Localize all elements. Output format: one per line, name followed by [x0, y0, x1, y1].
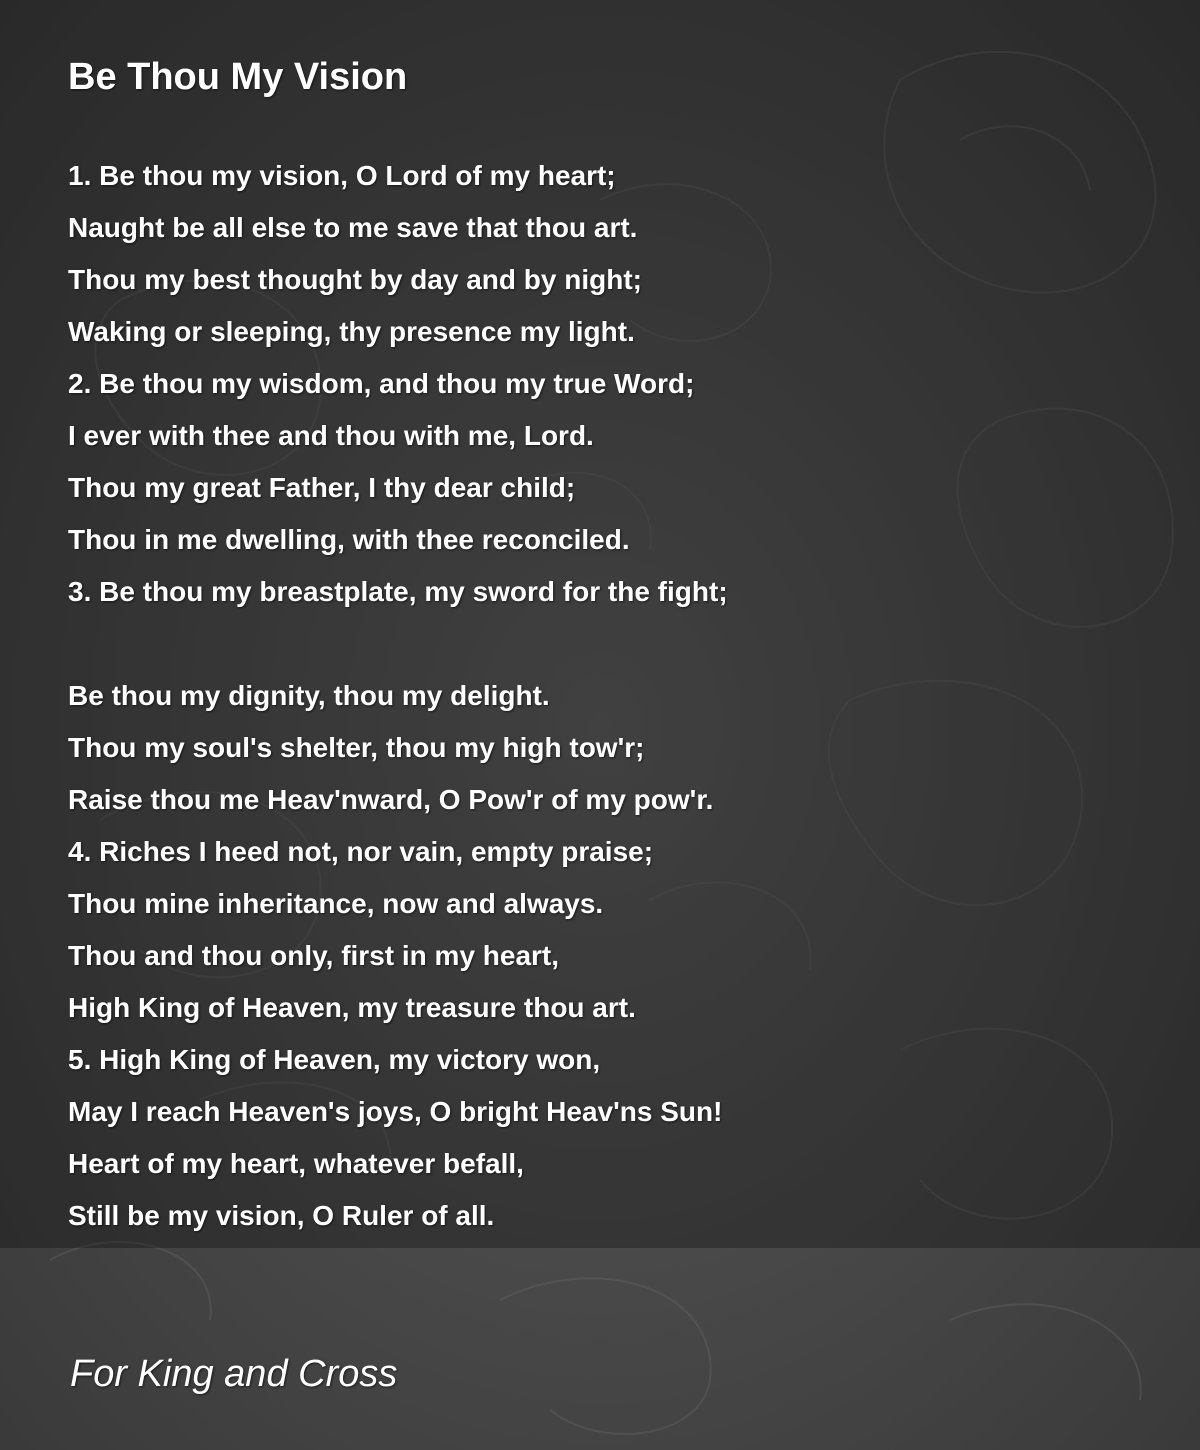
- poem-line: May I reach Heaven's joys, O bright Heav'ns Sun!: [68, 1096, 723, 1127]
- poem-line: Thou my soul's shelter, thou my high tow'r;: [68, 732, 645, 763]
- poem-line: 1. Be thou my vision, O Lord of my heart;: [68, 160, 616, 191]
- stanza-2: [68, 670, 722, 1242]
- poem-line: 3. Be thou my breastplate, my sword for the fight;: [68, 576, 728, 607]
- poem-line: Be thou my dignity, thou my delight.: [68, 680, 550, 711]
- poem-line: 4. Riches I heed not, nor vain, empty praise;: [68, 836, 654, 867]
- poem-line: Raise thou me Heav'nward, O Pow'r of my pow'r.: [68, 784, 714, 815]
- poem-line: Thou my great Father, I thy dear child;: [68, 472, 576, 503]
- poem-line: 5. High King of Heaven, my victory won,: [68, 1044, 601, 1075]
- poem-line: High King of Heaven, my treasure thou art.: [68, 992, 636, 1023]
- poem-line: Thou in me dwelling, with thee reconciled.: [68, 524, 630, 555]
- poem-author: For King and Cross: [70, 1353, 398, 1395]
- stanza-1: [68, 150, 728, 618]
- poem-line: Naught be all else to me save that thou art.: [68, 212, 638, 243]
- poem-line: Still be my vision, O Ruler of all.: [68, 1200, 495, 1231]
- poem-line: Thou mine inheritance, now and always.: [68, 888, 604, 919]
- poem-line: Waking or sleeping, thy presence my light.: [68, 316, 635, 347]
- poem-line: I ever with thee and thou with me, Lord.: [68, 420, 594, 451]
- poem-title: Be Thou My Vision: [68, 56, 408, 98]
- poem-line: 2. Be thou my wisdom, and thou my true Word;: [68, 368, 695, 399]
- poem-line: Thou my best thought by day and by night;: [68, 264, 642, 295]
- poem-line: Heart of my heart, whatever befall,: [68, 1148, 524, 1179]
- poem-line: Thou and thou only, first in my heart,: [68, 940, 560, 971]
